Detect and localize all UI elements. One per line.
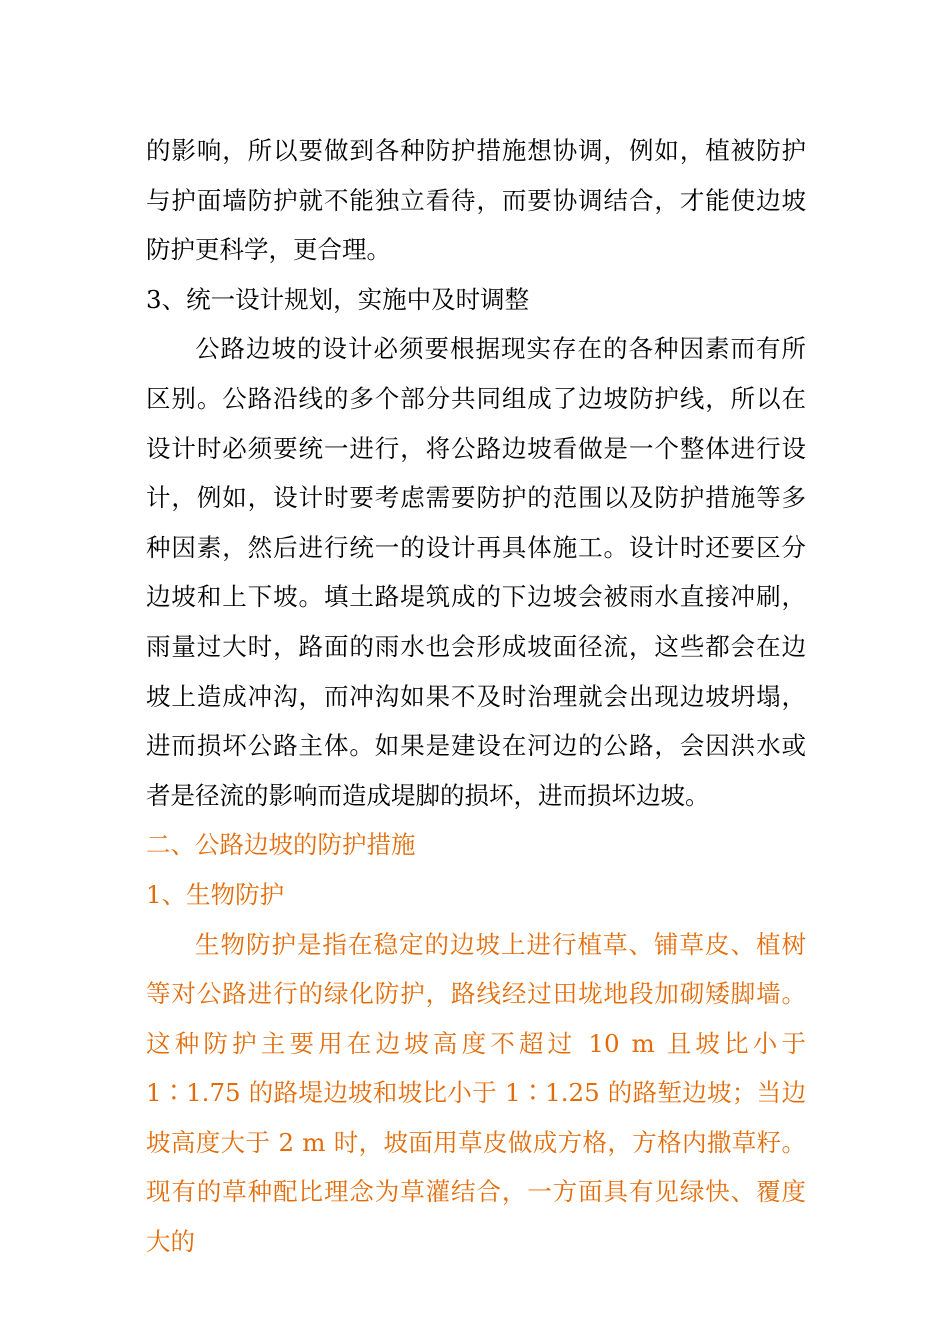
paragraph-protection-coordination: 的影响，所以要做到各种防护措施想协调，例如，植被防护与护面墙防护就不能独立看待，而要协调结合，才能使边坡防护更科学，更合理。: [146, 136, 806, 265]
paragraph-slope-design: 公路边坡的设计必须要根据现实存在的各种因素而有所区别。公路沿线的多个部分共同组成了边坡防护线，所以在设计时必须要统一进行，将公路边坡看做是一个整体进行设计，例如，设计时要考虑需要防护的范围以及防护措施等多种因素，然后进行统一的设计再具体施工。设计时还要区分边坡和上下坡。填土路堤筑成的下边坡会被雨水直接冲刷，雨量过大时，路面的雨水也会形成坡面径流，这些都会在边坡上造成冲沟，而冲沟如果不及时治理就会出现边坡坍塌，进而损坏公路主体。如果是建设在河边的公路，会因洪水或者是径流的影响而造成堤脚的损坏，进而损坏边坡。: [146, 334, 806, 810]
heading-biological-protection: 1、生物防护: [146, 879, 285, 909]
document-body: [146, 126, 806, 1267]
heading-unified-design-planning: 3、统一设计规划，实施中及时调整: [146, 284, 530, 314]
heading-slope-protection-measures: 二、公路边坡的防护措施: [146, 830, 416, 860]
paragraph-biological-protection: 生物防护是指在稳定的边坡上进行植草、铺草皮、植树等对公路进行的绿化防护，路线经过田垅地段加砌矮脚墙。这种防护主要用在边坡高度不超过 10 m 且坡比小于 1∶1.75 的路堤边坡和坡比小于 1∶1.25 的路堑边坡；当边坡高度大于 2 m 时，坡面用草皮做成方格，方格内撒草籽。现有的草种配比理念为草灌结合，一方面具有见绿快、覆度大的: [146, 929, 806, 1257]
